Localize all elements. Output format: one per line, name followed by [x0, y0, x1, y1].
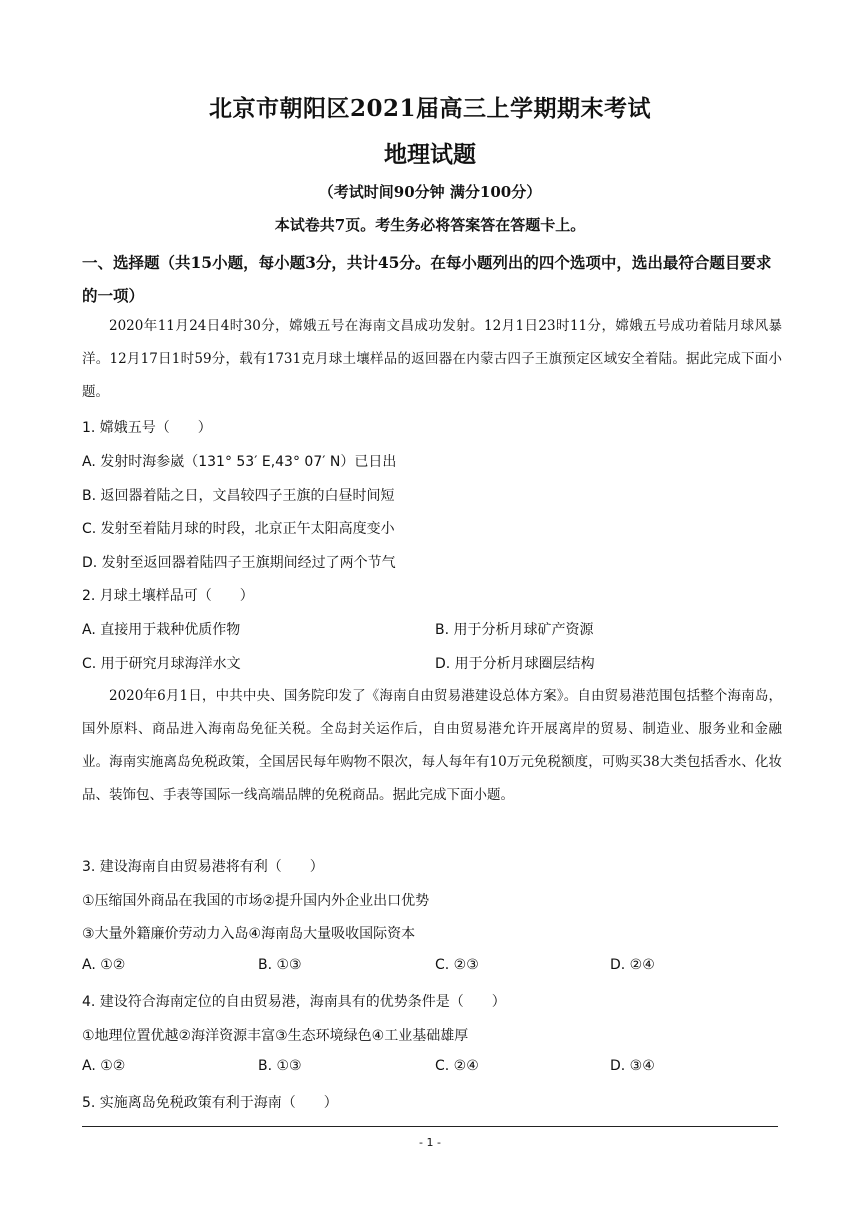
passage-chang-e: 2020年11月24日4时30分，嫦娥五号在海南文昌成功发射。12月1日23时11分，嫦娥五号成功着陆月球风暴洋。12月17日1时59分，载有1731克月球土壤样品的返回器在内蒙古四子王旗预定区域安全着陆。据此完成下面小题。 — [82, 318, 782, 400]
passage-hainan: 2020年6月1日，中共中央、国务院印发了《海南自由贸易港建设总体方案》。自由贸易港范围包括整个海南岛，国外原料、商品进入海南岛免征关税。全岛封关运作后，自由贸易港允许开展离岸的贸易、制造业、服务业和金融业。海南实施离岛免税政策，全国居民每年购物不限次，每人每年有10万元免税额度，可购买38大类包括香水、化妆品、装饰包、手表等国际一线高端品牌的免税商品。据此完成下面小题。 — [82, 688, 782, 803]
exam-title: 北京市朝阳区2021届高三上学期期末考试 — [208, 95, 651, 122]
question-4-option-b: B. ①③ — [258, 1058, 302, 1074]
question-2-option-b: B. 用于分析月球矿产资源 — [435, 622, 594, 638]
section-heading: 一、选择题（共15小题，每小题3分，共计45分。在每小题列出的四个选项中，选出最符合题目要求的一项） — [82, 253, 772, 305]
exam-subject: 地理试题 — [384, 141, 476, 168]
exam-notice: 本试卷共7页。考生务必将答案答在答题卡上。 — [274, 216, 586, 234]
page-number: - 1 - — [419, 1136, 441, 1149]
question-1-option-d: D. 发射至返回器着陆四子王旗期间经过了两个节气 — [82, 555, 396, 571]
question-2-option-c: C. 用于研究月球海洋水文 — [82, 656, 241, 672]
question-2-option-d: D. 用于分析月球圈层结构 — [435, 656, 595, 672]
question-3-stem: 3. 建设海南自由贸易港将有利（ ） — [82, 859, 324, 875]
question-4-items: ①地理位置优越②海洋资源丰富③生态环境绿色④工业基础雄厚 — [82, 1028, 469, 1044]
question-4-stem: 4. 建设符合海南定位的自由贸易港，海南具有的优势条件是（ ） — [82, 994, 506, 1010]
question-2-option-a: A. 直接用于栽种优质作物 — [82, 622, 241, 638]
question-1-option-a: A. 发射时海参崴（131° 53′ E,43° 07′ N）已日出 — [82, 454, 397, 470]
question-1-stem: 1. 嫦娥五号（ ） — [82, 420, 212, 436]
question-1-option-c: C. 发射至着陆月球的时段，北京正午太阳高度变小 — [82, 521, 395, 537]
footer-divider — [82, 1126, 778, 1127]
question-2-stem: 2. 月球土壤样品可（ ） — [82, 588, 254, 604]
question-4-option-a: A. ①② — [82, 1058, 126, 1074]
exam-time-info: （考试时间90分钟 满分100分） — [318, 183, 542, 201]
question-3-option-d: D. ②④ — [610, 957, 655, 973]
question-3-items-2: ③大量外籍廉价劳动力入岛④海南岛大量吸收国际资本 — [82, 926, 416, 942]
question-3-option-c: C. ②③ — [435, 957, 479, 973]
question-4-option-d: D. ③④ — [610, 1058, 655, 1074]
question-5-stem: 5. 实施离岛免税政策有利于海南（ ） — [82, 1095, 338, 1111]
question-4-option-c: C. ②④ — [435, 1058, 479, 1074]
question-3-option-b: B. ①③ — [258, 957, 302, 973]
question-3-option-a: A. ①② — [82, 957, 126, 973]
question-1-option-b: B. 返回器着陆之日，文昌较四子王旗的白昼时间短 — [82, 488, 395, 504]
question-3-items-1: ①压缩国外商品在我国的市场②提升国内外企业出口优势 — [82, 893, 430, 909]
